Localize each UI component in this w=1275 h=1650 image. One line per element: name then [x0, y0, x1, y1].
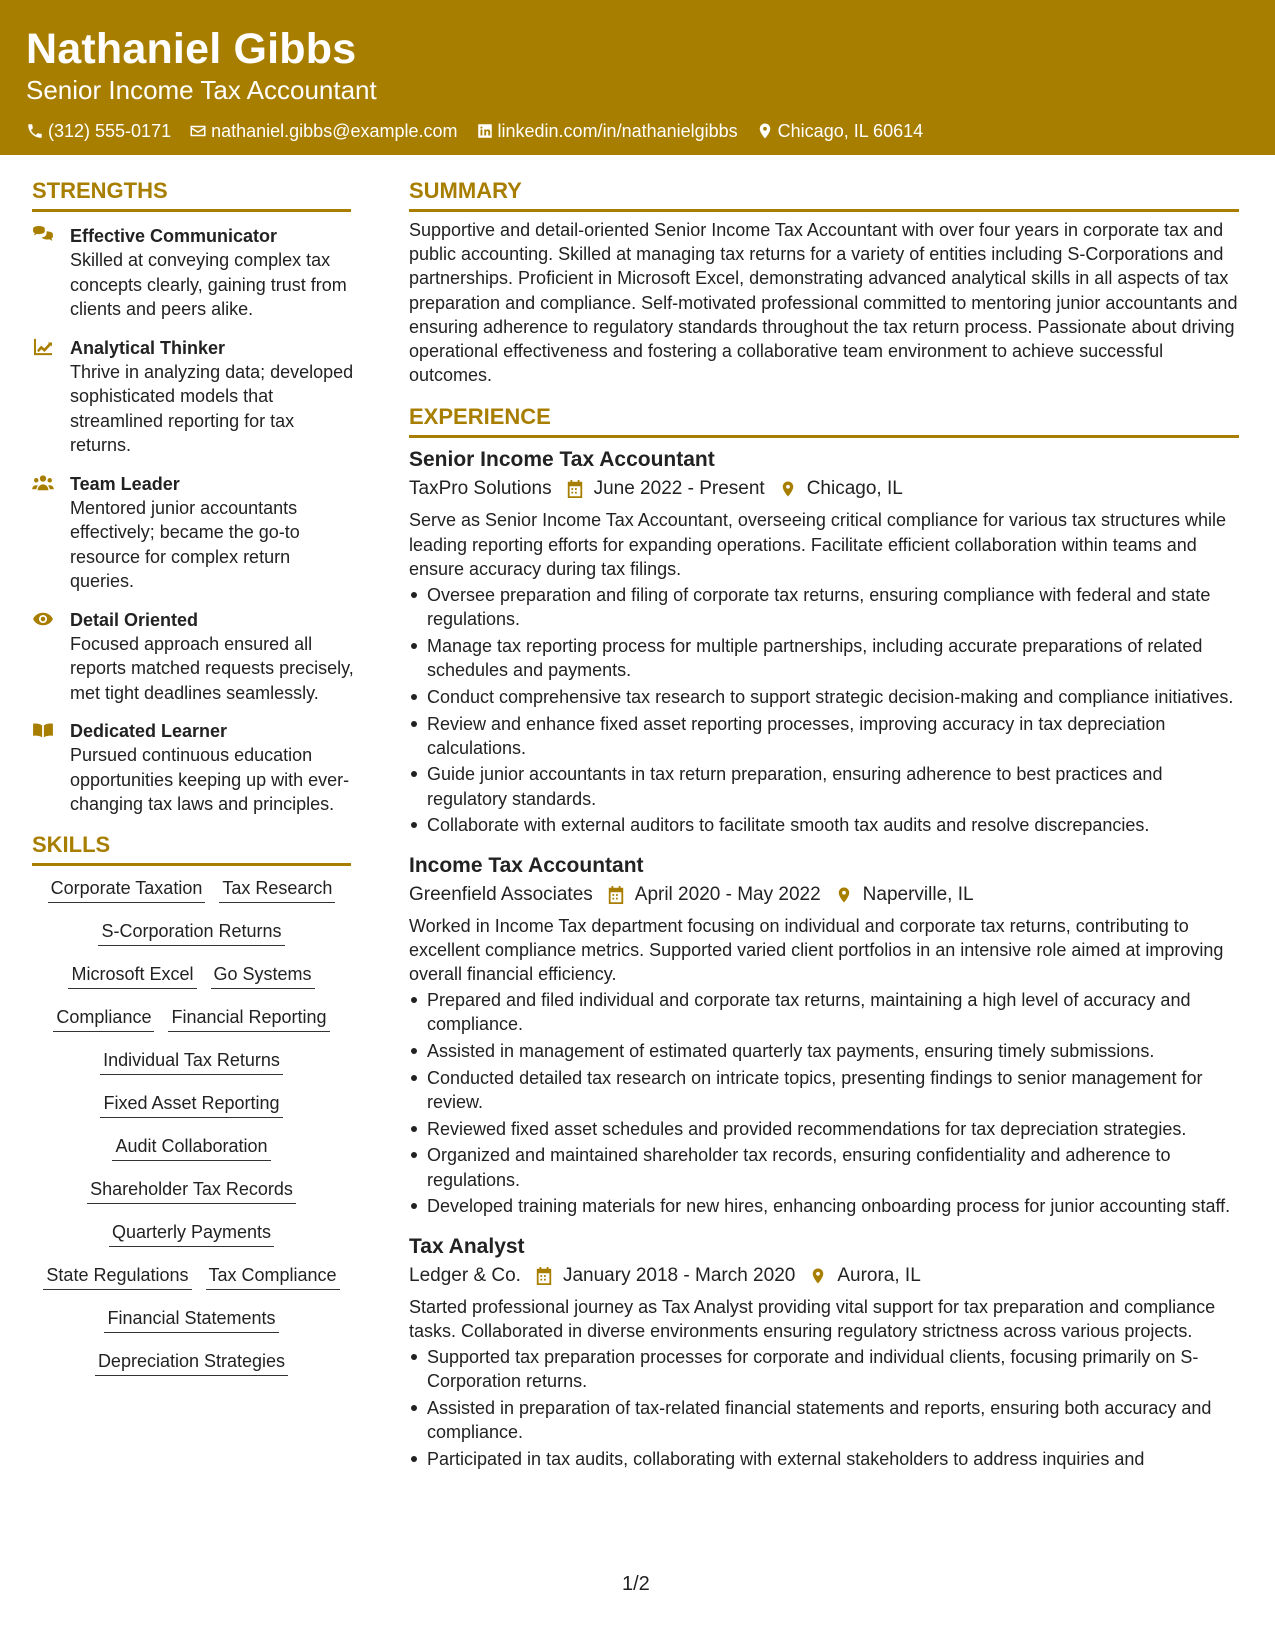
- skill-row: [32, 1134, 351, 1161]
- skill-row: [32, 1091, 351, 1118]
- calendar-icon: [566, 479, 584, 499]
- strength-description: Pursued continuous education opportunities keeping up with ever-changing tax laws and principles.: [70, 745, 350, 814]
- strength-item: [32, 336, 409, 458]
- job-entry: [409, 1233, 1239, 1471]
- skill-tag: Depreciation Strategies: [95, 1349, 288, 1376]
- bullet-item: Assisted in preparation of tax-related financial statements and reports, ensuring both accuracy and compliance.: [409, 1396, 1239, 1444]
- job-entry: [409, 852, 1239, 1219]
- skill-row: [32, 1349, 351, 1376]
- strengths-list: [32, 224, 409, 817]
- strength-title: Analytical Thinker: [70, 337, 226, 358]
- strength-item: [32, 719, 409, 817]
- strength-title: Dedicated Learner: [70, 721, 228, 741]
- contact-phone: [26, 120, 171, 142]
- bullet-item: Oversee preparation and filing of corporate tax returns, ensuring compliance with federal and state regulations.: [409, 583, 1239, 631]
- map-pin-icon: [779, 479, 797, 499]
- bullet-item: Supported tax preparation processes for corporate and individual clients, focusing primarily on S-Corporation returns.: [409, 1345, 1239, 1393]
- bullet-item: Developed training materials for new hires, enhancing onboarding process for junior accounting staff.: [409, 1194, 1239, 1218]
- strength-description: Thrive in analyzing data; developed sophisticated models that streamlined reporting for tax returns.: [70, 361, 354, 455]
- bullet-item: Reviewed fixed asset schedules and provided recommendations for tax depreciation strategies.: [409, 1117, 1239, 1141]
- strength-title: Detail Oriented: [70, 609, 199, 630]
- skill-tag: Tax Compliance: [206, 1263, 340, 1290]
- calendar-icon: [607, 885, 625, 905]
- job-entry: [409, 446, 1239, 837]
- bullet-item: Prepared and filed individual and corporate tax returns, maintaining a high level of accuracy and compliance.: [409, 988, 1239, 1036]
- skill-row: [32, 1220, 351, 1247]
- skill-tag: Individual Tax Returns: [100, 1048, 283, 1075]
- strength-title: Effective Communicator: [70, 226, 278, 246]
- company-name: Ledger & Co.: [409, 1264, 521, 1286]
- skill-row: [32, 962, 351, 989]
- phone-text: (312) 555-0171: [48, 121, 172, 141]
- job-location-text: Naperville, IL: [862, 883, 974, 905]
- bullet-item: Manage tax reporting process for multiple partnerships, including accurate preparations of related schedules and payments.: [409, 634, 1239, 682]
- skills-heading: SKILLS: [32, 831, 351, 866]
- bullet-item: Organized and maintained shareholder tax records, ensuring confidentiality and adherence to regulations.: [409, 1143, 1239, 1191]
- skill-tag: S-Corporation Returns: [98, 919, 284, 946]
- job-dates-text: June 2022 - Present: [593, 478, 765, 500]
- line-chart-icon: [32, 338, 54, 356]
- map-pin-icon: [809, 1266, 827, 1286]
- contact-row: [26, 120, 1249, 142]
- skill-tag: Tax Research: [219, 876, 335, 903]
- job-meta: [409, 476, 1239, 502]
- job-dates: [535, 1263, 795, 1289]
- job-dates-text: January 2018 - March 2020: [562, 1264, 796, 1286]
- skill-tag: Shareholder Tax Records: [87, 1177, 296, 1204]
- comments-icon: [32, 226, 54, 244]
- skill-row: [32, 1263, 351, 1290]
- job-title: Tax Analyst: [409, 1234, 525, 1258]
- linkedin-icon: [476, 122, 494, 140]
- skill-row: [32, 876, 351, 903]
- skill-tag: Corporate Taxation: [48, 876, 206, 903]
- skills-list: [32, 876, 351, 1376]
- users-icon: [32, 474, 54, 492]
- skill-tag: State Regulations: [43, 1263, 191, 1290]
- candidate-title: Senior Income Tax Accountant: [26, 75, 377, 105]
- job-bullets: [409, 1345, 1239, 1471]
- job-title: Income Tax Accountant: [409, 853, 644, 877]
- skill-tag: Go Systems: [211, 962, 315, 989]
- map-pin-icon: [756, 122, 774, 140]
- strength-item: [32, 472, 409, 594]
- bullet-item: Assisted in management of estimated quarterly tax payments, ensuring timely submissions.: [409, 1039, 1239, 1063]
- book-open-icon: [32, 721, 54, 739]
- skill-row: [32, 1177, 351, 1204]
- summary-heading: SUMMARY: [409, 177, 1239, 212]
- job-meta: [409, 882, 1239, 908]
- email-link[interactable]: nathaniel.gibbs@example.com: [211, 121, 458, 141]
- job-dates: [566, 476, 765, 502]
- job-description: Started professional journey as Tax Analyst providing vital support for tax preparation and compliance tasks. Collaborated in diverse environments ensuring regulatory strictness across various projects.: [409, 1296, 1216, 1341]
- bullet-item: Review and enhance fixed asset reporting processes, improving accuracy in tax depreciation calculations.: [409, 712, 1239, 760]
- job-location-text: Chicago, IL: [806, 478, 903, 500]
- summary-text: Supportive and detail-oriented Senior Income Tax Accountant with over four years in corporate tax and public accounting. Skilled at managing tax returns for a variety of entities including S-Corporations and partnerships. Proficient in Microsoft Excel, demonstrating advanced analytical skills in all aspects of tax preparation and compliance. Self-motivated professional committed to mentoring junior accountants and ensuring adherence to regulatory standards throughout the tax return process. Passionate about driving operational effectiveness and fostering a collaborative team environment to achieve successful outcomes.: [409, 220, 1238, 386]
- strength-title: Team Leader: [70, 473, 180, 494]
- skill-tag: Microsoft Excel: [68, 962, 196, 989]
- bullet-item: Guide junior accountants in tax return preparation, ensuring adherence to best practices and regulatory standards.: [409, 762, 1239, 810]
- contact-location: [756, 120, 923, 142]
- envelope-icon: [189, 122, 207, 140]
- job-location: [835, 882, 974, 908]
- eye-icon: [32, 610, 54, 628]
- job-description: Serve as Senior Income Tax Accountant, overseeing critical compliance for various tax structures while leading reporting efforts for expanding operations. Facilitate efficient collaboration within teams and ensure accuracy during tax filings.: [409, 510, 1227, 579]
- job-bullets: [409, 583, 1239, 838]
- company-name: TaxPro Solutions: [409, 478, 552, 500]
- skill-tag: Compliance: [53, 1005, 154, 1032]
- skill-row: [32, 1005, 351, 1032]
- strength-item: [32, 608, 409, 706]
- calendar-icon: [535, 1266, 553, 1286]
- skill-row: [32, 1306, 351, 1333]
- strengths-heading: STRENGTHS: [32, 177, 351, 212]
- experience-heading: EXPERIENCE: [409, 403, 1239, 438]
- job-dates: [607, 882, 821, 908]
- page-number: 1/2: [622, 1573, 650, 1595]
- skill-tag: Quarterly Payments: [109, 1220, 274, 1247]
- job-description: Worked in Income Tax department focusing on individual and corporate tax returns, contributing to excellent compliance metrics. Supported varied client portfolios in an intensive role aimed at improving overall financial efficiency.: [409, 915, 1224, 984]
- strength-item: [32, 224, 409, 322]
- job-location: [809, 1263, 920, 1289]
- map-pin-icon: [835, 885, 853, 905]
- contact-linkedin[interactable]: [476, 120, 738, 142]
- skill-tag: Fixed Asset Reporting: [100, 1091, 282, 1118]
- job-location: [779, 476, 903, 502]
- resume-body: [0, 155, 1275, 1473]
- company-name: Greenfield Associates: [409, 883, 593, 905]
- bullet-item: Participated in tax audits, collaborating with external stakeholders to address inquiries and: [409, 1447, 1239, 1471]
- skill-tag: Financial Reporting: [168, 1005, 329, 1032]
- job-meta: [409, 1263, 1239, 1289]
- job-title: Senior Income Tax Accountant: [409, 448, 715, 472]
- strength-description: Focused approach ensured all reports matched requests precisely, met tight deadlines seamlessly.: [70, 633, 354, 703]
- phone-icon: [26, 122, 44, 140]
- skill-tag: Audit Collaboration: [112, 1134, 270, 1161]
- location-text: Chicago, IL 60614: [777, 121, 924, 141]
- contact-email[interactable]: [189, 120, 457, 142]
- bullet-item: Collaborate with external auditors to facilitate smooth tax audits and resolve discrepancies.: [409, 813, 1239, 837]
- bullet-item: Conducted detailed tax research on intricate topics, presenting findings to senior management for review.: [409, 1066, 1239, 1114]
- job-location-text: Aurora, IL: [837, 1264, 921, 1286]
- skill-row: [32, 1048, 351, 1075]
- candidate-name: Nathaniel Gibbs: [26, 25, 357, 73]
- skill-tag: Financial Statements: [104, 1306, 278, 1333]
- bullet-item: Conduct comprehensive tax research to support strategic decision-making and compliance initiatives.: [409, 685, 1239, 709]
- linkedin-link[interactable]: linkedin.com/in/nathanielgibbs: [497, 121, 738, 141]
- resume-header: [0, 0, 1275, 155]
- left-column: [0, 155, 409, 1473]
- right-column: [409, 155, 1275, 1473]
- skill-row: [32, 919, 351, 946]
- job-dates-text: April 2020 - May 2022: [634, 883, 821, 905]
- strength-description: Mentored junior accountants effectively; became the go-to resource for complex return queries.: [70, 497, 300, 591]
- job-bullets: [409, 988, 1239, 1218]
- strength-description: Skilled at conveying complex tax concepts clearly, gaining trust from clients and peers alike.: [70, 250, 347, 319]
